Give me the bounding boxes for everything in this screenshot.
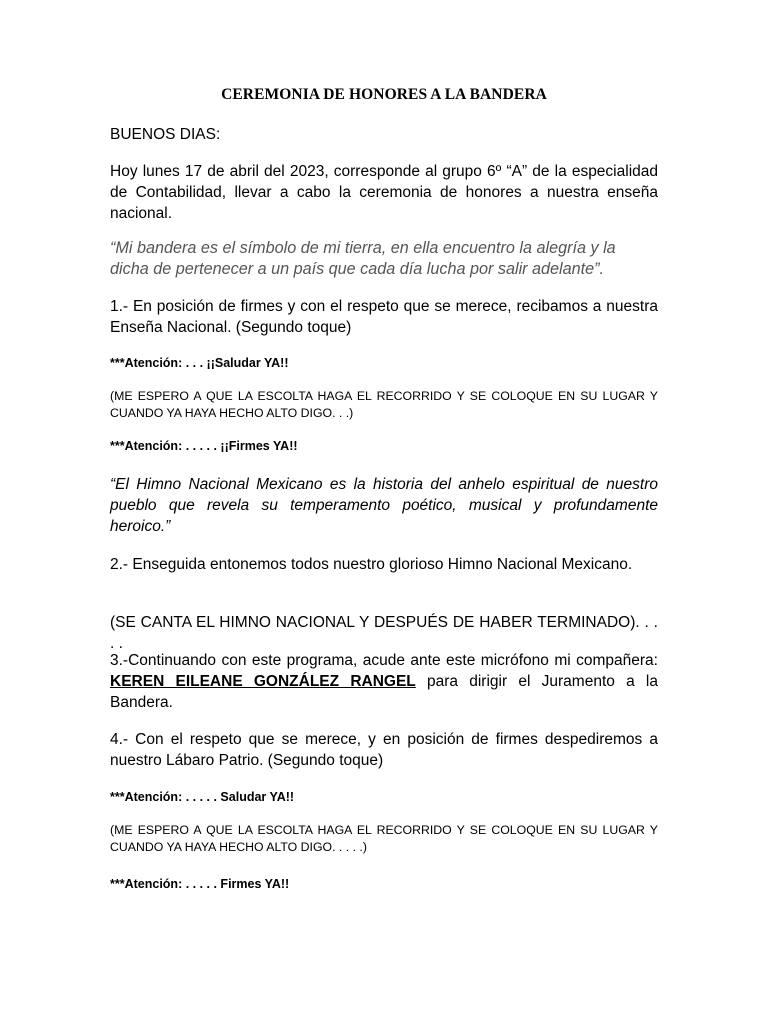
step-3-text-before: 3.-Continuando con este programa, acude ante este micrófono mi compañera: (110, 652, 658, 669)
attention-firm-2: ***Atención: . . . . . Firmes YA!! (110, 877, 290, 891)
step-2-paragraph: 2.- Enseguida entonemos todos nuestro glorioso Himno Nacional Mexicano. (110, 556, 633, 573)
step-1-paragraph: 1.- En posición de firmes y con el respeto que se merece, recibamos a nuestra Enseña Nacional. (Segundo toque) (110, 298, 658, 336)
attention-salute-1: ***Atención: . . . ¡¡Saludar YA!! (110, 356, 289, 370)
attention-salute-2: ***Atención: . . . . . Saludar YA!! (110, 790, 295, 804)
greeting: BUENOS DIAS: (110, 126, 221, 143)
escort-note-2: (ME ESPERO A QUE LA ESCOLTA HAGA EL RECORRIDO Y SE COLOQUE EN SU LUGAR Y CUANDO YA HAYA HECHO ALTO DIGO. . . . .) (110, 823, 658, 854)
anthem-note: (SE CANTA EL HIMNO NACIONAL Y DESPUÉS DE HABER TERMINADO). . . . . (110, 614, 658, 652)
attention-firm-1: ***Atención: . . . . . ¡¡Firmes YA!! (110, 439, 298, 453)
document-title: CEREMONIA DE HONORES A LA BANDERA (221, 86, 547, 103)
flag-quote: “Mi bandera es el símbolo de mi tierra, en ella encuentro la alegría y la dicha de pertenecer a un país que cada día lucha por salir adelante”. (110, 239, 616, 278)
document-page (110, 0, 658, 1024)
student-name: KEREN EILEANE GONZÁLEZ RANGEL (110, 673, 416, 690)
escort-note-1: (ME ESPERO A QUE LA ESCOLTA HAGA EL RECORRIDO Y SE COLOQUE EN SU LUGAR Y CUANDO YA HAYA HECHO ALTO DIGO. . .) (110, 389, 658, 420)
intro-paragraph: Hoy lunes 17 de abril del 2023, corresponde al grupo 6º “A” de la especialidad de Contabilidad, llevar a cabo la ceremonia de honores a nuestra enseña nacional. (110, 163, 658, 222)
step-3-paragraph (110, 650, 658, 713)
anthem-quote: “El Himno Nacional Mexicano es la historia del anhelo espiritual de nuestro pueblo que revela su temperamento poético, musical y profundamente heroico.” (110, 476, 658, 535)
step-4-paragraph: 4.- Con el respeto que se merece, y en posición de firmes despediremos a nuestro Lábaro Patrio. (Segundo toque) (110, 731, 658, 769)
step-3-text-after: para dirigir el Juramento a la Bandera. (110, 673, 658, 711)
